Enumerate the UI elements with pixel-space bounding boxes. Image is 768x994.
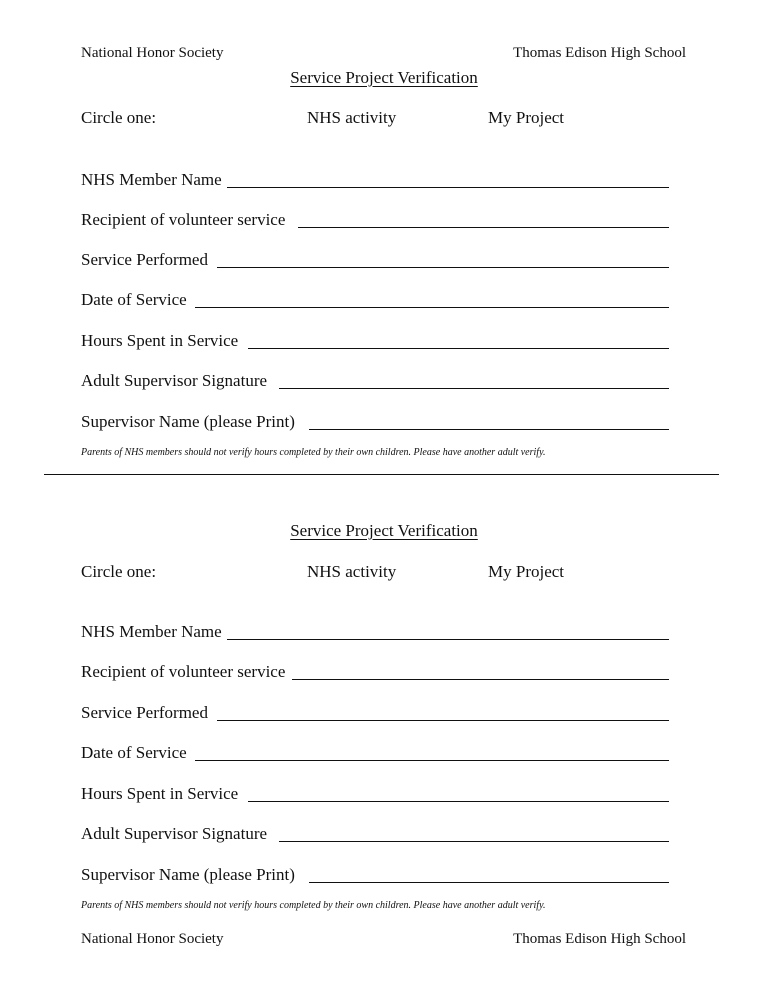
- field-label-hours: Hours Spent in Service: [81, 784, 239, 803]
- field-line-member-name[interactable]: [227, 187, 669, 188]
- field-label-supervisor-name: Supervisor Name (please Print): [81, 412, 295, 431]
- field-line-recipient[interactable]: [292, 679, 669, 680]
- footer-school-name: Thomas Edison High School: [513, 931, 686, 947]
- field-line-hours[interactable]: [248, 348, 669, 349]
- field-line-recipient[interactable]: [298, 227, 669, 228]
- option-nhs-activity[interactable]: NHS activity: [307, 562, 397, 581]
- circle-one-label: Circle one:: [81, 108, 157, 127]
- verification-note: Parents of NHS members should not verify hours completed by their own children. Please have another adult verify.: [81, 447, 546, 458]
- field-label-member-name: NHS Member Name: [81, 622, 222, 641]
- form-title: Service Project Verification: [290, 68, 478, 87]
- field-line-hours[interactable]: [248, 801, 669, 802]
- field-label-service-performed: Service Performed: [81, 703, 208, 722]
- field-label-date: Date of Service: [81, 743, 187, 762]
- field-line-supervisor-name[interactable]: [309, 429, 669, 430]
- field-label-recipient: Recipient of volunteer service: [81, 662, 286, 681]
- field-line-supervisor-signature[interactable]: [279, 841, 669, 842]
- field-line-service-performed[interactable]: [217, 720, 669, 721]
- verification-note: Parents of NHS members should not verify hours completed by their own children. Please have another adult verify.: [81, 900, 546, 911]
- option-nhs-activity[interactable]: NHS activity: [307, 108, 397, 127]
- field-label-supervisor-signature: Adult Supervisor Signature: [81, 371, 268, 390]
- field-label-member-name: NHS Member Name: [81, 170, 222, 189]
- field-line-supervisor-signature[interactable]: [279, 388, 669, 389]
- field-line-service-performed[interactable]: [217, 267, 669, 268]
- field-line-member-name[interactable]: [227, 639, 669, 640]
- field-line-date[interactable]: [195, 760, 669, 761]
- field-label-recipient: Recipient of volunteer service: [81, 210, 286, 229]
- form-divider: [44, 474, 719, 475]
- option-my-project[interactable]: My Project: [488, 108, 565, 127]
- field-line-date[interactable]: [195, 307, 669, 308]
- field-label-supervisor-signature: Adult Supervisor Signature: [81, 824, 268, 843]
- option-my-project[interactable]: My Project: [488, 562, 565, 581]
- field-line-supervisor-name[interactable]: [309, 882, 669, 883]
- header-school-name: Thomas Edison High School: [513, 45, 686, 61]
- form-title: Service Project Verification: [290, 521, 478, 540]
- field-label-supervisor-name: Supervisor Name (please Print): [81, 865, 295, 884]
- footer-org-name: National Honor Society: [81, 931, 224, 947]
- header-org-name: National Honor Society: [81, 45, 224, 61]
- field-label-service-performed: Service Performed: [81, 250, 208, 269]
- circle-one-label: Circle one:: [81, 562, 157, 581]
- field-label-date: Date of Service: [81, 290, 187, 309]
- field-label-hours: Hours Spent in Service: [81, 331, 239, 350]
